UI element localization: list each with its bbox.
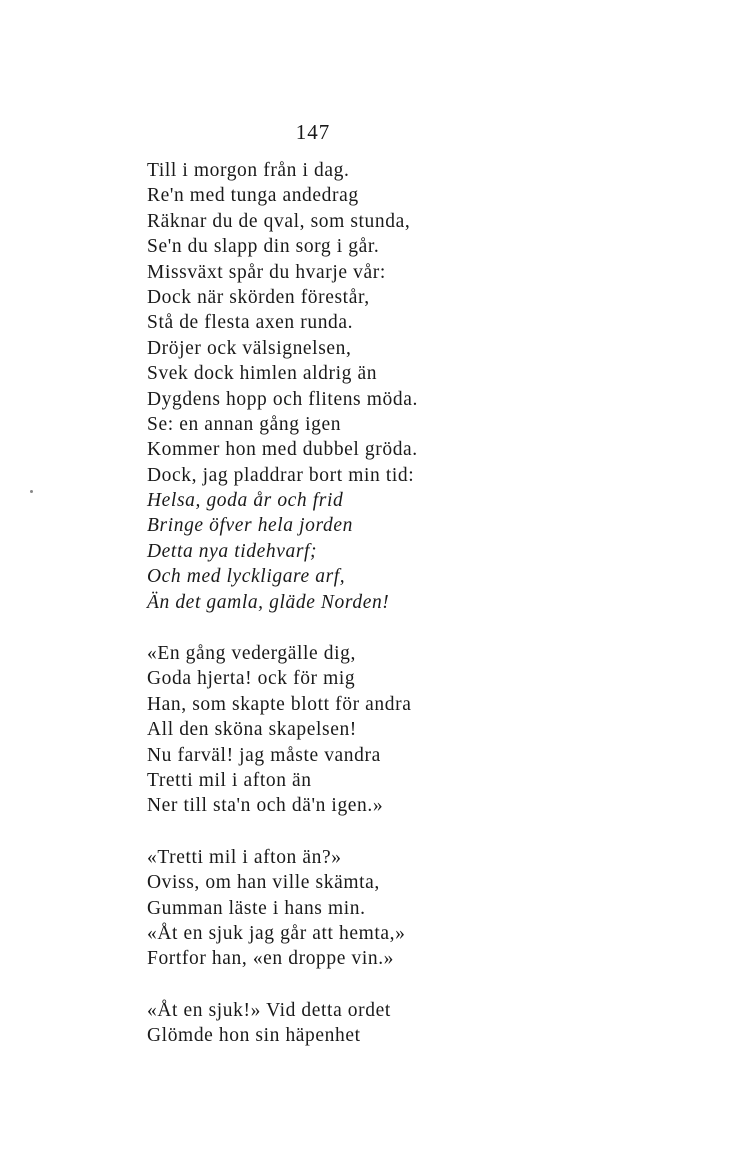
poem-line: Gumman läste i hans min. <box>147 897 366 919</box>
stanza <box>147 641 667 819</box>
poem-line: Stå de flesta axen runda. <box>147 312 354 334</box>
poem-line: Bringe öfver hela jorden <box>147 515 353 537</box>
poem-line: Dock, jag pladdrar bort min tid: <box>147 464 415 486</box>
poem-line: Dock när skörden förestår, <box>147 286 370 308</box>
poem-line: Han, som skapte blott för andra <box>147 693 412 715</box>
stanza <box>147 158 667 615</box>
poem-line: Kommer hon med dubbel gröda. <box>147 439 418 461</box>
poem-line: Tretti mil i afton än <box>147 769 312 791</box>
poem-line: Nu farväl! jag måste vandra <box>147 744 381 766</box>
poem-line: «En gång vedergälle dig, <box>147 643 356 665</box>
poem-line: Svek dock himlen aldrig än <box>147 363 378 385</box>
poem-line: Till i morgon från i dag. <box>147 160 350 181</box>
poem-line: «Tretti mil i afton än?» <box>147 846 342 868</box>
poem-line: Glömde hon sin häpenhet <box>147 1025 361 1047</box>
poem-line: Dröjer ock välsignelsen, <box>147 337 352 359</box>
margin-speck <box>30 490 33 493</box>
poem-line: Fortfor han, «en droppe vin.» <box>147 948 395 970</box>
poem-line: Re'n med tunga andedrag <box>147 185 359 207</box>
poem-line: Se: en annan gång igen <box>147 413 342 435</box>
poem-line: Goda hjerta! ock för mig <box>147 668 356 690</box>
poem-line: «Åt en sjuk!» Vid detta ordet <box>147 999 391 1021</box>
poem-line: Se'n du slapp din sorg i går. <box>147 236 380 258</box>
poem-line: Och med lyckligare arf, <box>147 566 346 588</box>
poem-line: All den sköna skapelsen! <box>147 719 357 741</box>
poem-line: Missväxt spår du hvarje vår: <box>147 261 386 283</box>
poem-line: Räknar du de qval, som stunda, <box>147 210 411 232</box>
poem-line: Helsa, goda år och frid <box>147 490 344 512</box>
poem-line: Ner till sta'n och dä'n igen.» <box>147 795 384 817</box>
poem-line: Dygdens hopp och flitens möda. <box>147 388 418 410</box>
stanza <box>147 998 667 1049</box>
page-number: 147 <box>295 120 331 144</box>
stanza <box>147 845 667 972</box>
poem-line: Oviss, om han ville skämta, <box>147 872 380 894</box>
poem-line: «Åt en sjuk jag går att hemta,» <box>147 922 406 944</box>
poem-body <box>147 158 667 1075</box>
poem-line: Detta nya tidehvarf; <box>147 540 318 562</box>
poem-line: Än det gamla, gläde Norden! <box>147 591 390 613</box>
